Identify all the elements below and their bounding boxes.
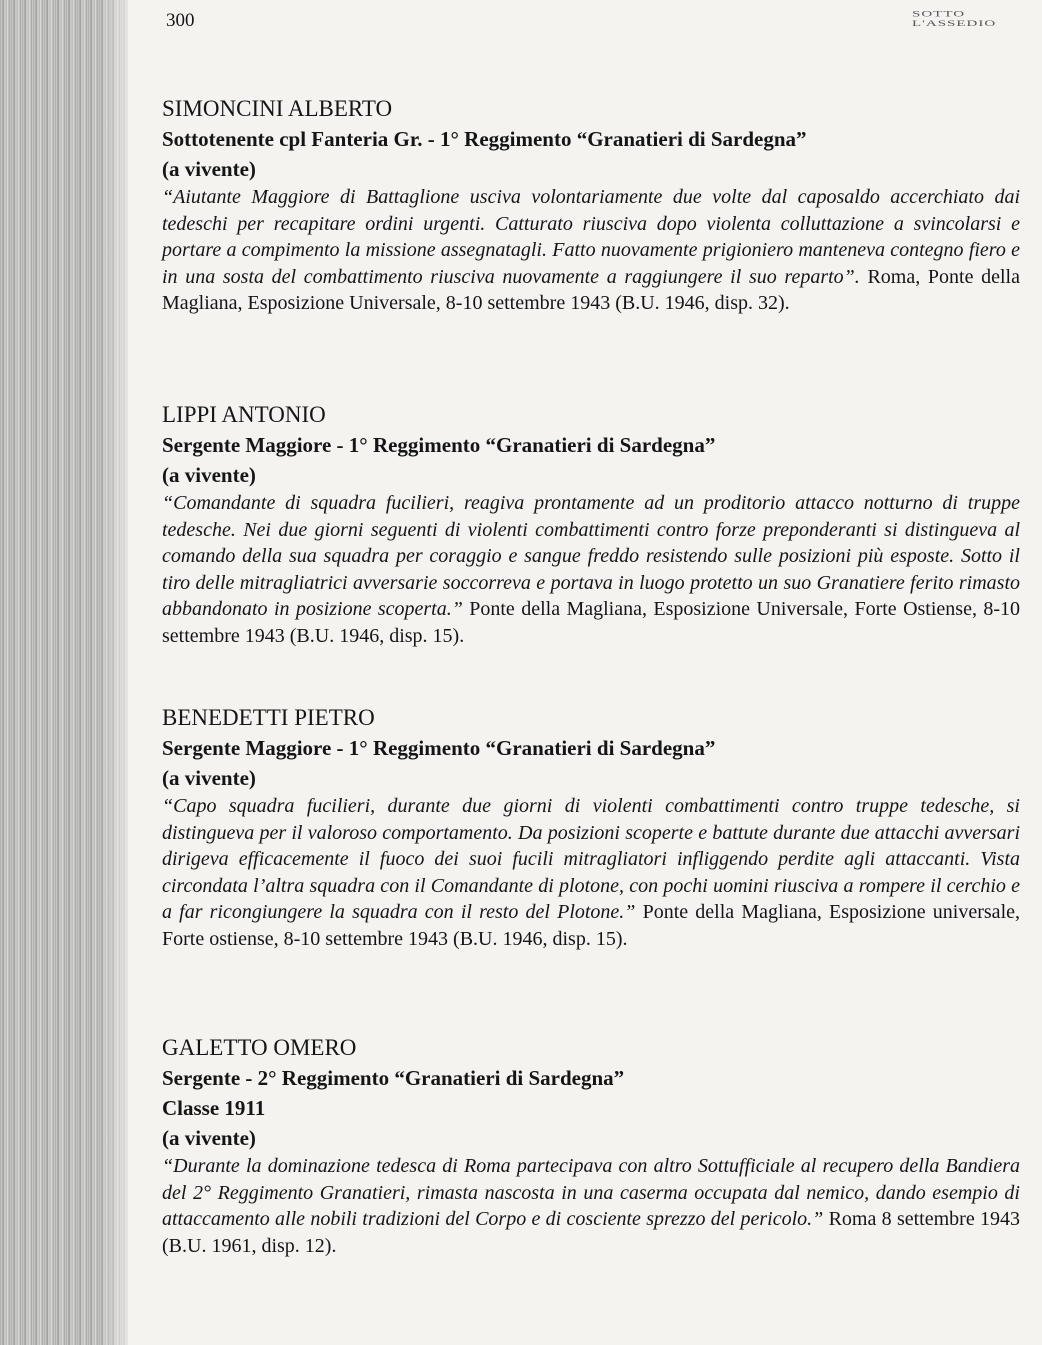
entry-rank: Sergente - 2° Reggimento “Granatieri di Sardegna” (162, 1066, 625, 1090)
entry-reference: Ponte della Magliana, Esposizione Universale, Forte Ostiense, 8-10 settembre 1943 (B.U. 1946, disp. 15). (162, 598, 1020, 647)
page-number: 300 (166, 10, 195, 31)
entry-status: (a vivente) (162, 157, 256, 181)
entry-motivation: “Aiutante Maggiore di Battaglione usciva volontariamente due volte dal caposaldo accerchiato dai tedeschi per recapitare ordini urgenti. Catturato riusciva dopo violenta colluttazione a svincolarsi e portare a compimento la missione assegnatagli. Fatto nuovamente prigioniero manteneva contegno fiero e in una sosta del combattimento riusciva nuovamente a raggiungere il suo reparto”. (162, 186, 1020, 288)
running-head: SOTTO L'ASSEDIO (912, 10, 997, 29)
entry-status: (a vivente) (162, 1126, 256, 1150)
entry (162, 703, 1020, 953)
entry-class: Classe 1911 (162, 1096, 266, 1120)
entry-reference: Roma, Ponte della Magliana, Esposizione Universale, 8-10 settembre 1943 (B.U. 1946, disp. 32). (162, 265, 1020, 315)
entry-citation (162, 490, 1020, 650)
entry-rank: Sottotenente cpl Fanteria Gr. - 1° Reggimento “Granatieri di Sardegna” (162, 127, 807, 151)
entry-motivation: “Capo squadra fucilieri, durante due giorni di violenti combattimenti contro truppe tedesche, si distingueva per il valoroso comportamento. Da posizioni scoperte e battute durante due attacchi avversari dirigeva efficacemente il fuoco dei suoi fucili mitragliatori infliggendo perdite agli attaccanti. Vista circondata l’altra squadra con il Comandante di plotone, con pochi uomini riusciva a rompere il cerchio e a far ricongiungere la squadra con il resto del Plotone.” (162, 795, 1020, 924)
entry-motivation: “Durante la dominazione tedesca di Roma partecipava con altro Sottufficiale al recupero della Bandiera del 2° Reggimento Granatieri, rimasta nascosta in una caserma occupata dal nemico, dando esempio di attaccamento alle nobili tradizioni del Corpo e di cosciente sprezzo del pericolo.” (162, 1155, 1020, 1231)
scan-binding-shadow (100, 0, 140, 1345)
entry-rank: Sergente Maggiore - 1° Reggimento “Granatieri di Sardegna” (162, 433, 716, 457)
entry-citation (162, 793, 1020, 953)
entry-status: (a vivente) (162, 766, 256, 790)
entry-name: BENEDETTI PIETRO (162, 705, 375, 730)
entry (162, 1033, 1020, 1259)
entry-name: SIMONCINI ALBERTO (162, 96, 393, 121)
entry-name: LIPPI ANTONIO (162, 402, 326, 427)
entry-reference: Ponte della Magliana, Esposizione universale, Forte ostiense, 8-10 settembre 1943 (B.U. 1946, disp. 15). (162, 901, 1020, 950)
entry-motivation: “Comandante di squadra fucilieri, reagiva prontamente ad un proditorio attacco notturno di truppe tedesche. Nei due giorni seguenti di violenti combattimenti contro forze preponderanti si distingueva al comando della sua squadra per coraggio e sangue freddo resistendo sulle posizioni più esposte. Sotto il tiro delle mitragliatrici avversarie soccorreva e portava in luogo protetto un suo Granatiere ferito rimasto abbandonato in posizione scoperta.” (162, 492, 1020, 621)
entry (162, 94, 1020, 317)
entry-rank: Sergente Maggiore - 1° Reggimento “Granatieri di Sardegna” (162, 736, 716, 760)
entry-citation (162, 1153, 1020, 1259)
entry-citation (162, 184, 1020, 317)
entry-status: (a vivente) (162, 463, 256, 487)
entry-name: GALETTO OMERO (162, 1035, 357, 1060)
entry (162, 400, 1020, 650)
entry-reference: Roma 8 settembre 1943 (B.U. 1961, disp. 12). (162, 1208, 1020, 1257)
